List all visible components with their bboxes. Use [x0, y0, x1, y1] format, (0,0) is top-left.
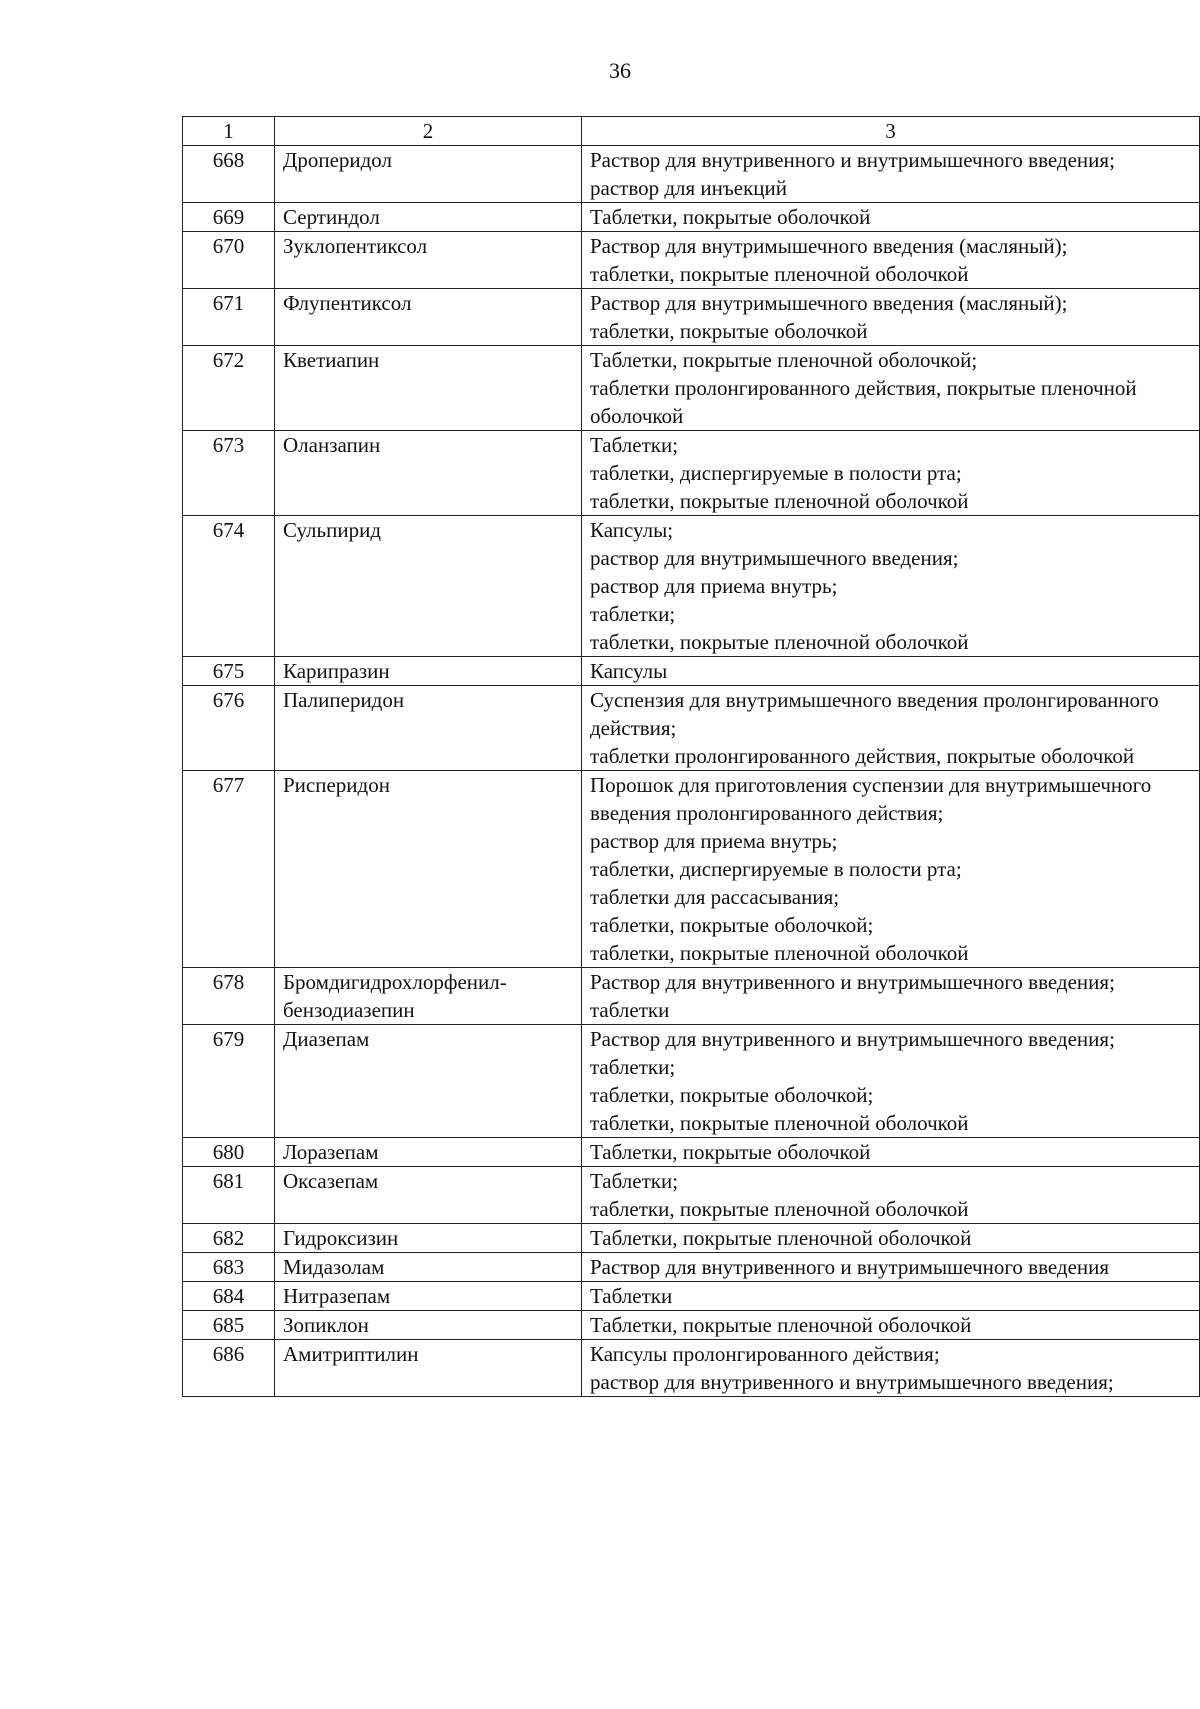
- dosage-forms-cell: [582, 516, 1200, 657]
- drug-name-line: бензодиазепин: [283, 998, 415, 1022]
- drug-name-cell: [275, 1224, 582, 1253]
- drug-name-line: Кветиапин: [283, 348, 380, 372]
- header-cell-forms: 3: [582, 117, 1200, 146]
- dosage-form-line: таблетки, покрытые пленочной оболочкой: [590, 941, 969, 965]
- dosage-form-line: Таблетки, покрытые оболочкой: [590, 1140, 871, 1164]
- drug-table: [182, 116, 1200, 1397]
- drug-name-cell: [275, 1025, 582, 1138]
- dosage-form-line: Таблетки, покрытые пленочной оболочкой;: [590, 348, 978, 372]
- dosage-form-line: раствор для внутримышечного введения;: [590, 546, 959, 570]
- dosage-form-line: Таблетки, покрытые пленочной оболочкой: [590, 1226, 972, 1250]
- table-row: [183, 771, 1200, 968]
- dosage-form-line: Капсулы: [590, 659, 668, 683]
- dosage-form-line: таблетки пролонгированного действия, покрытые оболочкой: [590, 744, 1135, 768]
- dosage-form-line: таблетки, покрытые пленочной оболочкой: [590, 262, 969, 286]
- drug-name-cell: [275, 1340, 582, 1397]
- header-cell-name: 2: [275, 117, 582, 146]
- dosage-form-line: раствор для приема внутрь;: [590, 829, 838, 853]
- header-cell-number: 1: [183, 117, 275, 146]
- table-body: [183, 117, 1200, 1397]
- row-number-cell: 682: [183, 1224, 275, 1253]
- drug-name-cell: [275, 771, 582, 968]
- table-header-row: [183, 117, 1200, 146]
- dosage-forms-cell: [582, 146, 1200, 203]
- dosage-forms-cell: [582, 1282, 1200, 1311]
- drug-name-line: Сульпирид: [283, 518, 382, 542]
- dosage-forms-cell: [582, 686, 1200, 771]
- dosage-forms-cell: [582, 1025, 1200, 1138]
- dosage-forms-cell: [582, 771, 1200, 968]
- drug-name-cell: [275, 1253, 582, 1282]
- drug-name-line: Амитриптилин: [283, 1342, 419, 1366]
- dosage-form-line: Таблетки;: [590, 1169, 679, 1193]
- table-row: [183, 1311, 1200, 1340]
- table-row: [183, 1167, 1200, 1224]
- table-row: [183, 1340, 1200, 1397]
- dosage-forms-cell: [582, 1138, 1200, 1167]
- dosage-form-line: Раствор для внутривенного и внутримышечного введения;: [590, 148, 1115, 172]
- dosage-form-line: Суспензия для внутримышечного введения пролонгированного действия;: [590, 688, 1159, 740]
- row-number-cell: 673: [183, 431, 275, 516]
- dosage-form-line: таблетки, покрытые оболочкой;: [590, 1083, 874, 1107]
- dosage-form-line: таблетки пролонгированного действия, покрытые пленочной оболочкой: [590, 376, 1137, 428]
- dosage-form-line: Капсулы;: [590, 518, 674, 542]
- table-row: [183, 968, 1200, 1025]
- dosage-form-line: Таблетки, покрытые пленочной оболочкой: [590, 1313, 972, 1337]
- drug-name-cell: [275, 686, 582, 771]
- drug-name-line: Лоразепам: [283, 1140, 379, 1164]
- drug-name-line: Оланзапин: [283, 433, 381, 457]
- table-row: [183, 686, 1200, 771]
- table-row: [183, 1282, 1200, 1311]
- page-number: 36: [609, 58, 631, 83]
- dosage-forms-cell: [582, 968, 1200, 1025]
- dosage-forms-cell: [582, 1224, 1200, 1253]
- drug-name-cell: [275, 232, 582, 289]
- row-number-cell: 669: [183, 203, 275, 232]
- row-number-cell: 678: [183, 968, 275, 1025]
- dosage-form-line: таблетки, диспергируемые в полости рта;: [590, 857, 962, 881]
- row-number-cell: 685: [183, 1311, 275, 1340]
- drug-name-line: Сертиндол: [283, 205, 380, 229]
- dosage-form-line: раствор для инъекций: [590, 176, 787, 200]
- drug-name-line: Палиперидон: [283, 688, 405, 712]
- table-row: [183, 232, 1200, 289]
- row-number-cell: 672: [183, 346, 275, 431]
- row-number-cell: 677: [183, 771, 275, 968]
- drug-name-line: Зопиклон: [283, 1313, 369, 1337]
- dosage-form-line: таблетки, покрытые оболочкой;: [590, 913, 874, 937]
- dosage-form-line: таблетки, покрытые пленочной оболочкой: [590, 630, 969, 654]
- dosage-form-line: таблетки;: [590, 1055, 676, 1079]
- dosage-forms-cell: [582, 1167, 1200, 1224]
- drug-name-line: Гидроксизин: [283, 1226, 399, 1250]
- drug-name-cell: [275, 1282, 582, 1311]
- drug-name-cell: [275, 968, 582, 1025]
- drug-name-line: Флупентиксол: [283, 291, 412, 315]
- dosage-form-line: Раствор для внутривенного и внутримышечного введения;: [590, 970, 1115, 994]
- dosage-form-line: Раствор для внутривенного и внутримышечного введения: [590, 1255, 1110, 1279]
- dosage-forms-cell: [582, 431, 1200, 516]
- row-number-cell: 681: [183, 1167, 275, 1224]
- drug-name-cell: [275, 346, 582, 431]
- drug-name-line: Карипразин: [283, 659, 390, 683]
- drug-name-cell: [275, 657, 582, 686]
- drug-name-cell: [275, 516, 582, 657]
- dosage-forms-cell: [582, 203, 1200, 232]
- dosage-form-line: таблетки: [590, 998, 670, 1022]
- table-row: [183, 657, 1200, 686]
- table-row: [183, 1253, 1200, 1282]
- dosage-forms-cell: [582, 346, 1200, 431]
- dosage-forms-cell: [582, 232, 1200, 289]
- dosage-form-line: таблетки;: [590, 602, 676, 626]
- table-row: [183, 203, 1200, 232]
- row-number-cell: 670: [183, 232, 275, 289]
- drug-name-cell: [275, 1167, 582, 1224]
- dosage-form-line: Порошок для приготовления суспензии для внутримышечного введения пролонгированного действия;: [590, 773, 1152, 825]
- drug-name-line: Рисперидон: [283, 773, 390, 797]
- drug-name-line: Оксазепам: [283, 1169, 379, 1193]
- drug-name-cell: [275, 1138, 582, 1167]
- dosage-form-line: Раствор для внутримышечного введения (масляный);: [590, 234, 1068, 258]
- drug-name-line: Дроперидол: [283, 148, 393, 172]
- drug-name-cell: [275, 289, 582, 346]
- drug-name-line: Бромдигидрохлорфенил-: [283, 970, 507, 994]
- dosage-form-line: таблетки, покрытые пленочной оболочкой: [590, 1111, 969, 1135]
- table-row: [183, 1138, 1200, 1167]
- dosage-forms-cell: [582, 289, 1200, 346]
- dosage-form-line: таблетки, диспергируемые в полости рта;: [590, 461, 962, 485]
- row-number-cell: 680: [183, 1138, 275, 1167]
- table-row: [183, 1224, 1200, 1253]
- dosage-form-line: таблетки, покрытые оболочкой: [590, 319, 868, 343]
- dosage-form-line: Раствор для внутривенного и внутримышечного введения;: [590, 1027, 1115, 1051]
- dosage-form-line: Раствор для внутримышечного введения (масляный);: [590, 291, 1068, 315]
- drug-name-cell: [275, 146, 582, 203]
- table-row: [183, 146, 1200, 203]
- drug-name-line: Мидазолам: [283, 1255, 385, 1279]
- table-row: [183, 431, 1200, 516]
- row-number-cell: 671: [183, 289, 275, 346]
- dosage-forms-cell: [582, 1253, 1200, 1282]
- dosage-form-line: таблетки, покрытые пленочной оболочкой: [590, 489, 969, 513]
- dosage-form-line: Капсулы пролонгированного действия;: [590, 1342, 940, 1366]
- row-number-cell: 675: [183, 657, 275, 686]
- dosage-form-line: Таблетки, покрытые оболочкой: [590, 205, 871, 229]
- table-row: [183, 289, 1200, 346]
- drug-name-line: Диазепам: [283, 1027, 370, 1051]
- table-row: [183, 516, 1200, 657]
- row-number-cell: 679: [183, 1025, 275, 1138]
- dosage-forms-cell: [582, 1340, 1200, 1397]
- row-number-cell: 676: [183, 686, 275, 771]
- row-number-cell: 674: [183, 516, 275, 657]
- dosage-form-line: раствор для внутривенного и внутримышечного введения;: [590, 1370, 1114, 1394]
- dosage-form-line: Таблетки;: [590, 433, 679, 457]
- row-number-cell: 684: [183, 1282, 275, 1311]
- drug-name-cell: [275, 1311, 582, 1340]
- dosage-form-line: таблетки для рассасывания;: [590, 885, 840, 909]
- row-number-cell: 683: [183, 1253, 275, 1282]
- drug-name-line: Нитразепам: [283, 1284, 391, 1308]
- drug-name-cell: [275, 203, 582, 232]
- dosage-form-line: раствор для приема внутрь;: [590, 574, 838, 598]
- row-number-cell: 686: [183, 1340, 275, 1397]
- drug-name-line: Зуклопентиксол: [283, 234, 428, 258]
- table-row: [183, 346, 1200, 431]
- drug-name-cell: [275, 431, 582, 516]
- table-row: [183, 1025, 1200, 1138]
- dosage-form-line: Таблетки: [590, 1284, 673, 1308]
- row-number-cell: 668: [183, 146, 275, 203]
- dosage-form-line: таблетки, покрытые пленочной оболочкой: [590, 1197, 969, 1221]
- dosage-forms-cell: [582, 1311, 1200, 1340]
- dosage-forms-cell: [582, 657, 1200, 686]
